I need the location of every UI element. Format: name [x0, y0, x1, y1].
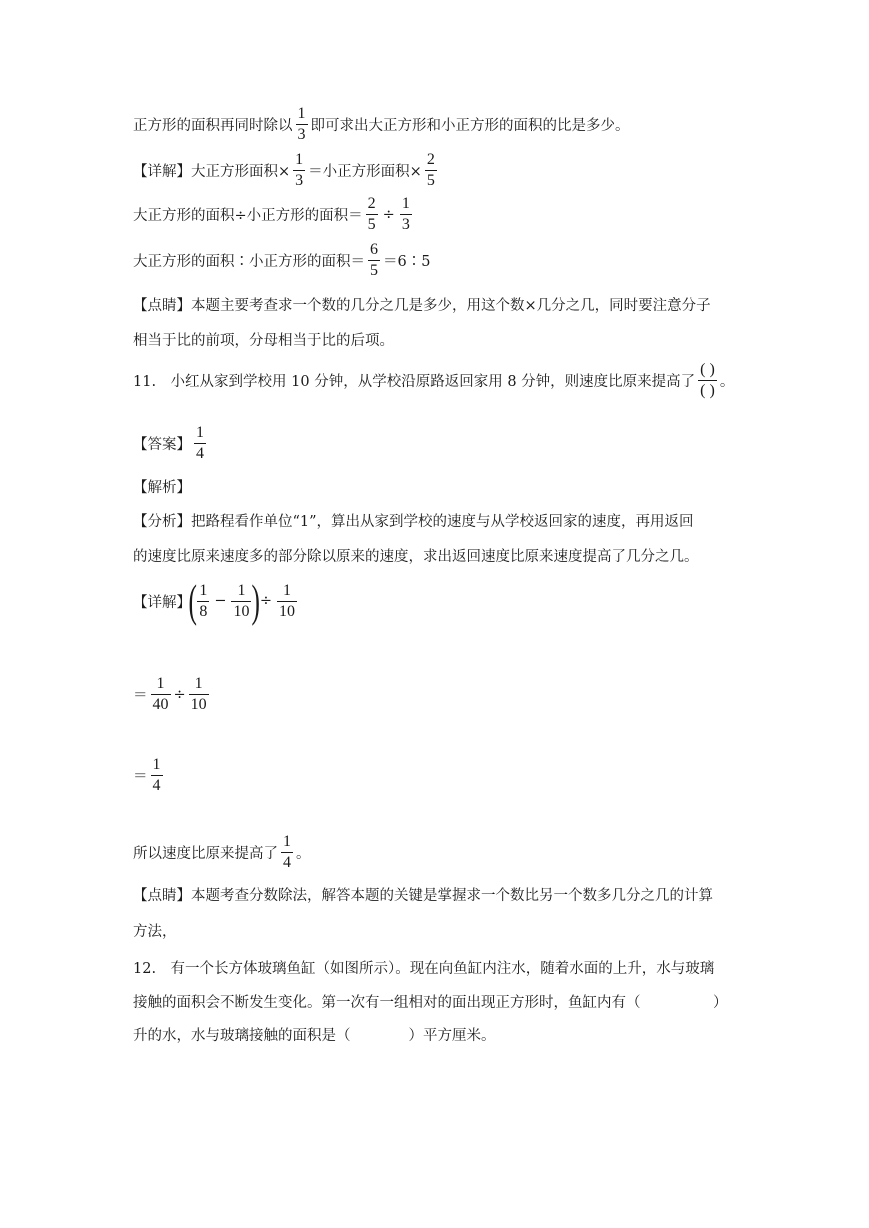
line-1	[133, 106, 630, 143]
fraction: $\frac{1}{4}$	[196, 424, 204, 462]
dianjing-11-line-2: 方法，	[133, 924, 177, 940]
text: 大正方形的面积∶小正方形的面积＝	[133, 254, 365, 270]
answer-blank: $\frac{( )}{( )}$	[700, 361, 715, 399]
operator: ÷	[259, 593, 272, 609]
fraction: $\frac{1}{8}$	[199, 581, 208, 620]
text: 正方形的面积再同时除以	[133, 118, 293, 134]
dianjing-line-1: 【点睛】本题主要考查求一个数的几分之几是多少，用这个数×几分之几，同时要注意分子	[133, 298, 711, 314]
operator: ÷	[173, 686, 186, 703]
operator: ＝	[133, 769, 148, 785]
fraction: $\frac{2}{5}$	[426, 151, 435, 189]
operator: ＝	[133, 688, 148, 704]
fraction: $\frac{2}{5}$	[367, 195, 376, 233]
right-paren: )	[251, 575, 261, 626]
text: 所以速度比原来提高了	[133, 846, 278, 862]
fraction: $\frac{1}{3}$	[401, 195, 410, 233]
text: 。	[296, 846, 311, 862]
dianjing-11-line-1: 【点睛】本题考查分数除法，解答本题的关键是掌握求一个数比另一个数多几分之几的计算	[133, 888, 713, 904]
detail-11	[133, 575, 300, 626]
tag-detail: 【详解】	[133, 594, 191, 611]
fraction-1-3: $\frac{1}{3}$	[297, 105, 306, 143]
text: ＝小正方形面积×	[308, 164, 422, 180]
step-2	[133, 676, 212, 713]
dianjing-line-2: 相当于比的前项，分母相当于比的后项。	[133, 333, 394, 349]
question-12-line-1: 12. 有一个长方体玻璃鱼缸（如图所示）。现在向鱼缸内注水，随着水面的上升，水与玻璃	[133, 961, 715, 977]
left-paren: (	[188, 575, 197, 626]
tag-analysis: 【解析】	[133, 480, 191, 496]
fenxi-line-1: 【分析】把路程看作单位“1”，算出从家到学校的速度与从学校返回家的速度，再用返回	[133, 514, 694, 530]
line-3	[133, 196, 415, 233]
tag-detail: 【详解】	[133, 164, 191, 180]
line-2	[133, 152, 440, 189]
question-text: 11. 小红从家到学校用 10 分钟，从学校沿原路返回家用 8 分钟，则速度比原来提高了	[133, 374, 696, 390]
text: 大正方形的面积÷小正方形的面积＝	[133, 208, 363, 224]
fenxi-line-2: 的速度比原来速度多的部分除以原来的速度，求出返回速度比原来速度提高了几分之几。	[133, 549, 699, 565]
conclusion	[133, 834, 311, 871]
operator: −	[214, 593, 227, 609]
text: ＝6∶5	[383, 254, 431, 270]
step-3	[133, 757, 166, 794]
fraction: $\frac{1}{3}$	[295, 151, 304, 189]
fraction: $\frac{1}{40}$	[152, 675, 169, 713]
text: 大正方形面积×	[191, 164, 291, 180]
text: 即可求出大正方形和小正方形的面积的比是多少。	[310, 118, 630, 134]
text: 。	[719, 374, 735, 390]
question-11	[133, 362, 734, 399]
operator: ÷	[382, 206, 395, 223]
line-4	[133, 242, 430, 279]
fraction: $\frac{1}{4}$	[152, 756, 161, 794]
fraction: $\frac{1}{10}$	[190, 675, 207, 713]
question-12-line-3: 升的水，水与玻璃接触的面积是（ ）平方厘米。	[133, 1028, 496, 1044]
fraction: $\frac{1}{10}$	[233, 581, 250, 620]
fraction: $\frac{6}{5}$	[370, 241, 378, 279]
tag-answer: 【答案】	[133, 437, 191, 453]
fraction: $\frac{1}{4}$	[283, 833, 291, 871]
fraction: $\frac{1}{10}$	[278, 581, 295, 620]
answer-11	[133, 425, 209, 462]
question-12-line-2: 接触的面积会不断发生变化。第一次有一组相对的面出现正方形时，鱼缸内有（ ）	[133, 995, 728, 1011]
